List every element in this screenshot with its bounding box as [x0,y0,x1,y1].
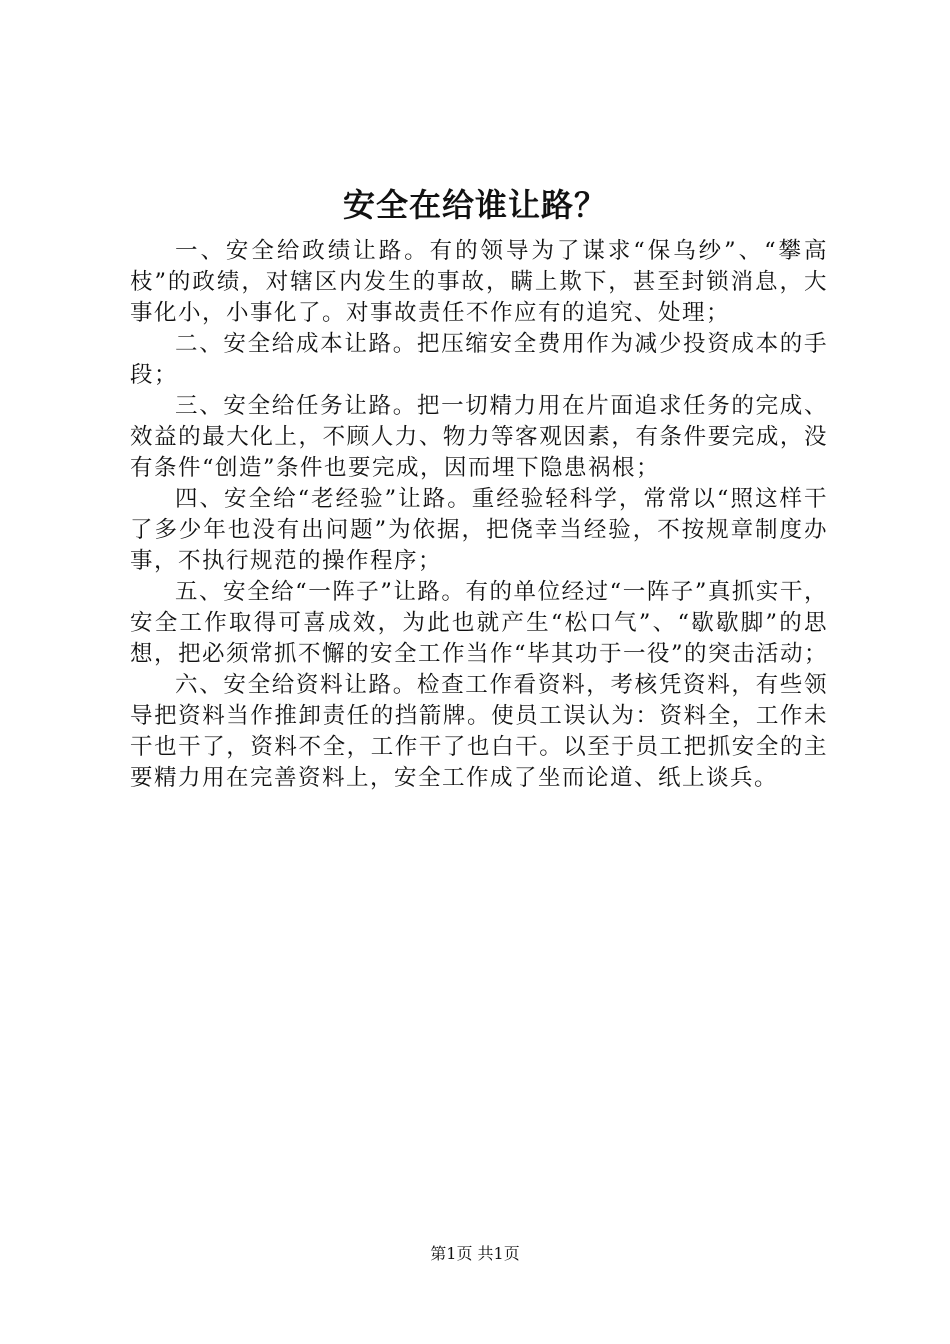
paragraph-1: 一、安全给政绩让路。有的领导为了谋求“保乌纱”、“攀高枝”的政绩，对辖区内发生的事故，瞒上欺下，甚至封锁消息，大事化小，小事化了。对事故责任不作应有的追究、处理； [130,238,828,326]
paragraph-2: 二、安全给成本让路。把压缩安全费用作为减少投资成本的手段； [130,331,828,388]
paragraph-6: 六、安全给资料让路。检查工作看资料，考核凭资料，有些领导把资料当作推卸责任的挡箭牌。使员工误认为：资料全，工作未干也干了，资料不全，工作干了也白干。以至于员工把抓安全的主要精力用在完善资料上，安全工作成了坐而论道、纸上谈兵。 [130,672,828,791]
document-title: 安全在给谁让路？ [342,186,607,224]
document-body [130,236,828,794]
page-footer: 第1页 共1页 [430,1244,520,1263]
paragraph-4: 四、安全给“老经验”让路。重经验轻科学，常常以“照这样干了多少年也没有出问题”为依据，把侥幸当经验，不按规章制度办事，不执行规范的操作程序； [130,486,828,574]
paragraph-5: 五、安全给“一阵子”让路。有的单位经过“一阵子”真抓实干，安全工作取得可喜成效，为此也就产生“松口气”、“歇歇脚”的思想，把必须常抓不懈的安全工作当作“毕其功于一役”的突击活动； [130,579,829,667]
paragraph-3: 三、安全给任务让路。把一切精力用在片面追求任务的完成、效益的最大化上，不顾人力、物力等客观因素，有条件要完成，没有条件“创造”条件也要完成，因而埋下隐患祸根； [130,393,828,481]
